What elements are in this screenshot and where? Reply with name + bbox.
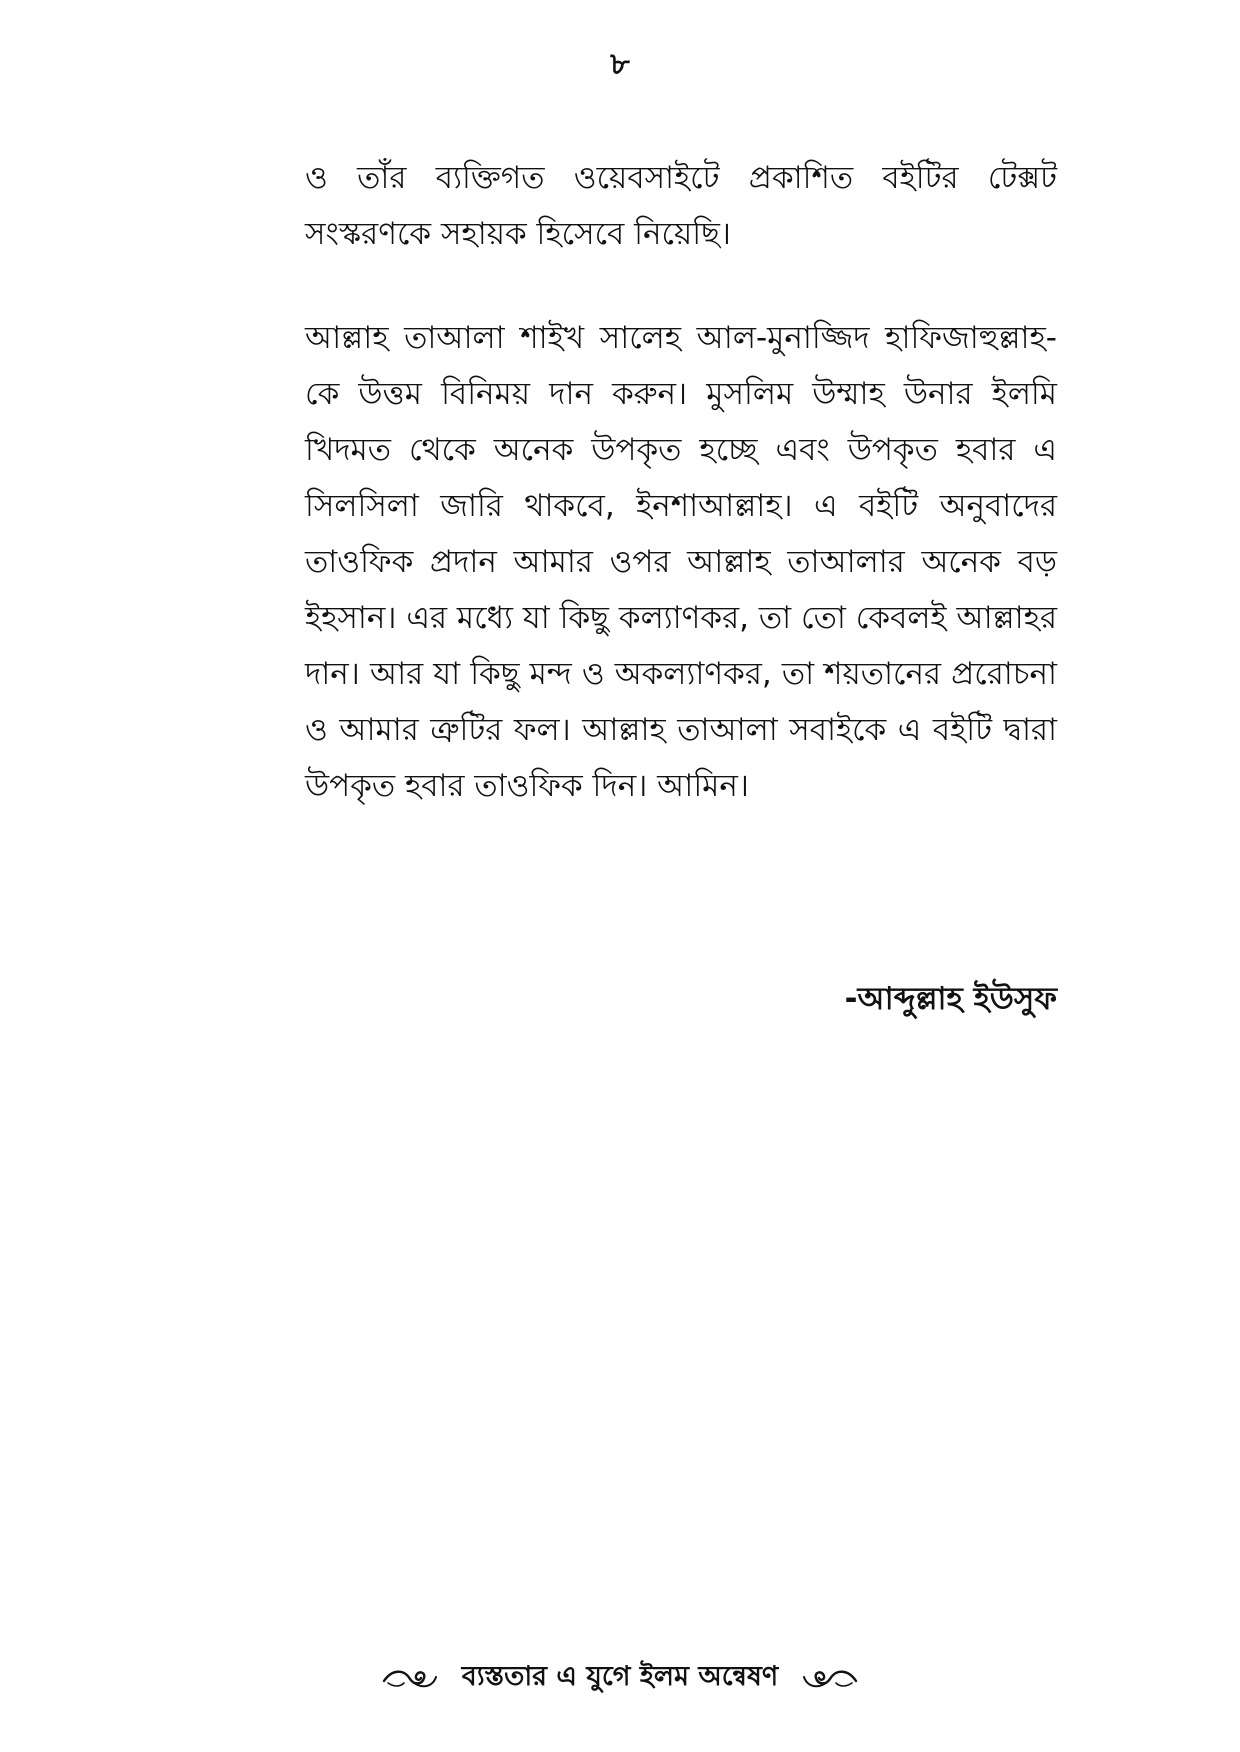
page-footer (0, 1648, 1240, 1708)
paragraph-dua: আল্লাহ তাআলা শাইখ সালেহ আল-মুনাজ্জিদ হাফিজাহুল্লাহ-কে উত্তম বিনিময় দান করুন। মুসলিম উম্মাহ উনার ইলমি খিদমত থেকে অনেক উপকৃত হচ্ছে এবং উপকৃত হবার এ সিলসিলা জারি থাকবে, ইনশাআল্লাহ। এ বইটি অনুবাদের তাওফিক প্রদান আমার ওপর আল্লাহ তাআলার অনেক বড় ইহসান। এর মধ্যে যা কিছু কল্যাণকর, তা তো কেবলই আল্লাহর দান। আর যা কিছু মন্দ ও অকল্যাণকর, তা শয়তানের প্ররোচনা ও আমার ত্রুটির ফল। আল্লাহ তাআলা সবাইকে এ বইটি দ্বারা উপকৃত হবার তাওফিক দিন। আমিন। (305, 320, 1057, 804)
paragraph-acknowledgement: ও তাঁর ব্যক্তিগত ওয়েবসাইটে প্রকাশিত বইটির টেক্সট সংস্করণকে সহায়ক হিসেবে নিয়েছি। (305, 160, 1057, 252)
page-number: ৮ (610, 47, 630, 82)
swirl-ornament-right-icon (800, 1663, 860, 1693)
swirl-ornament-left-icon (380, 1663, 440, 1693)
footer-book-title: ব্যস্ততার এ যুগে ইলম অন্বেষণ (461, 1660, 779, 1692)
translator-signature: -আব্দুল্লাহ ইউসুফ (844, 981, 1057, 1017)
